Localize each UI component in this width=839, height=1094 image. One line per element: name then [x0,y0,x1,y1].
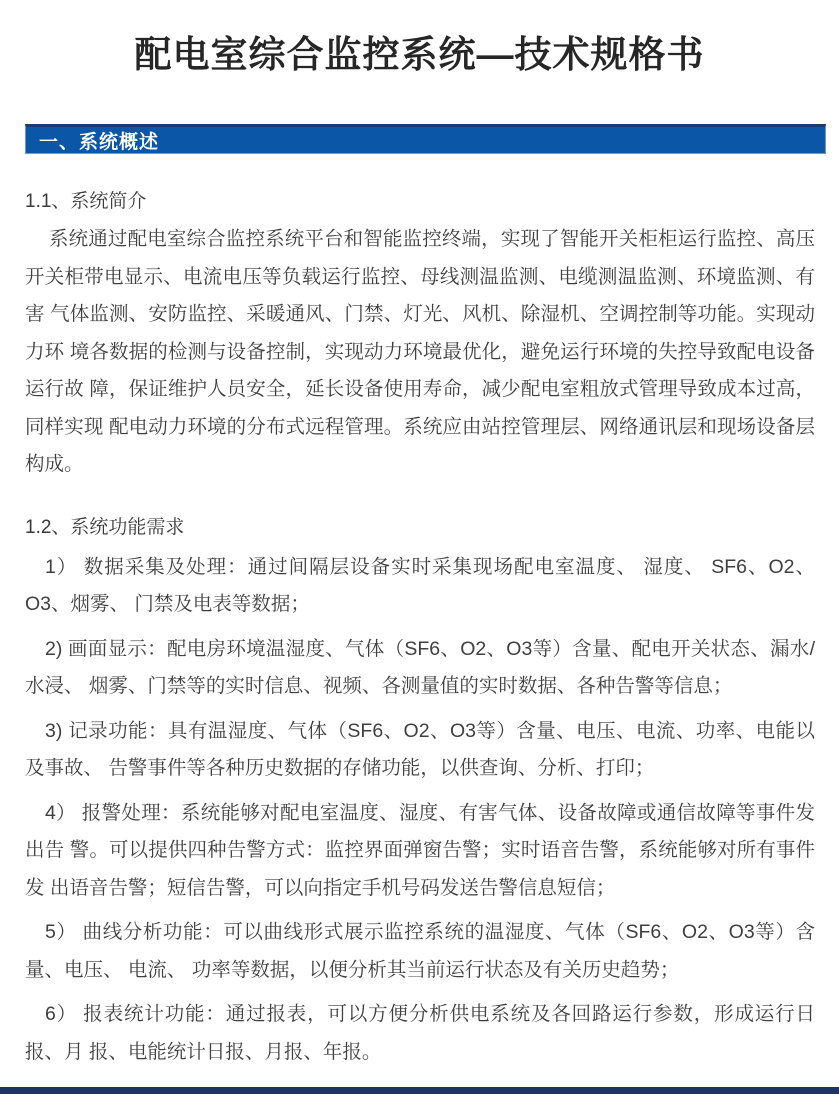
requirement-item-5: 5） 曲线分析功能：可以曲线形式展示监控系统的温湿度、气体（SF6、O2、O3等）含量、电压、 电流、 功率等数据，以便分析其当前运行状态及有关历史趋势； [25,921,815,981]
requirement-item-6: 6） 报表统计功能：通过报表，可以方便分析供电系统及各回路运行参数，形成运行日报、月 报、电能统计日报、月报、年报。 [25,1003,815,1063]
section-header-label: 一、系统概述 [39,131,160,153]
subsection-heading-1-2: 1.2、系统功能需求 [25,516,185,538]
intro-paragraph: 系统通过配电室综合监控系统平台和智能监控终端，实现了智能开关柜柜运行监控、高压开关柜带电显示、电流电压等负载运行监控、母线测温监测、电缆测温监测、环境监测、有害 气体监测、安防监控、采暖通风、门禁、灯光、风机、除湿机、空调控制等功能。实现动力环 境各数据的检测与设备控制，实现动力环境最优化，避免运行环境的失控导致配电设备运行故 障，保证维护人员安全，延长设备使用寿命，减少配电室粗放式管理导致成本过高，同样实现 配电动力环境的分布式远程管理。系统应由站控管理层、网络通讯层和现场设备层构成。 [25,228,815,475]
requirement-item-1: 1） 数据采集及处理：通过间隔层设备实时采集现场配电室温度、 湿度、 SF6、O2、O3、烟雾、 门禁及电表等数据； [25,555,815,615]
footer-bar [0,1087,839,1094]
requirement-item-4: 4） 报警处理：系统能够对配电室温度、湿度、有害气体、设备故障或通信故障等事件发出告 警。可以提供四种告警方式：监控界面弹窗告警；实时语音告警，系统能够对所有事件发 出语音告警；短信告警，可以向指定手机号码发送告警信息短信； [25,801,815,899]
page-title: 配电室综合监控系统—技术规格书 [134,34,705,75]
section-header-bar [25,124,826,154]
subsection-heading-1-1: 1.1、系统简介 [25,191,147,212]
requirements-list [0,549,839,1072]
requirement-item-2: 2) 画面显示：配电房环境温湿度、气体（SF6、O2、O3等）含量、配电开关状态、漏水/水浸、 烟雾、门禁等的实时信息、视频、各测量值的实时数据、各种告警等信息； [25,637,815,697]
requirement-item-3: 3) 记录功能：具有温湿度、气体（SF6、O2、O3等）含量、电压、电流、功率、电能以及事故、 告警事件等各种历史数据的存储功能，以供查询、分析、打印； [25,719,815,779]
